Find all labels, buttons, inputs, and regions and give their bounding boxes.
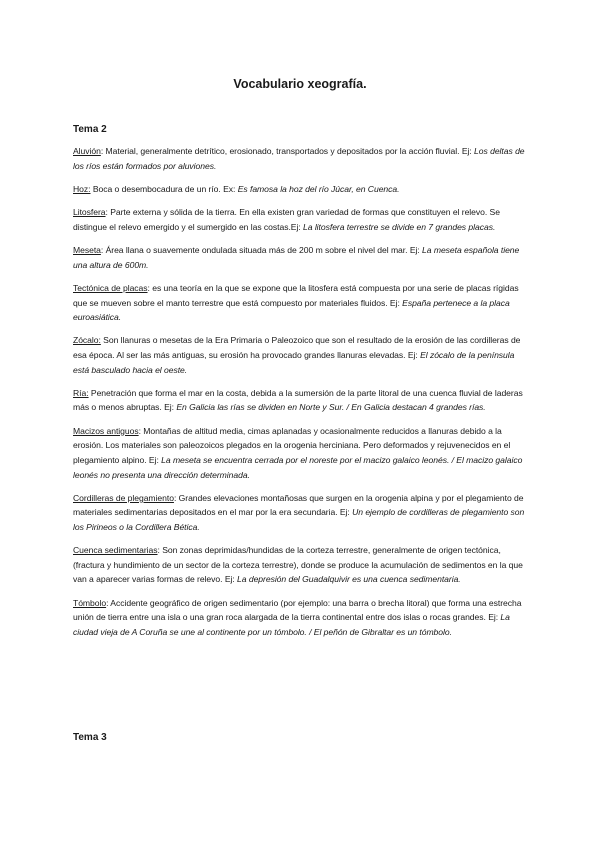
entry-term: Ría: [73,387,89,398]
entry-term: Meseta [73,245,101,256]
entry-term: Tectónica de placas [73,282,148,293]
entry-term: Cordilleras de plegamiento [73,492,174,503]
section-heading-tema-3: Tema 3 [73,732,107,743]
entry-separator: : [173,492,177,503]
entry-example: La depresión del Guadalquivir es una cuenca sedimentaria. [234,574,461,585]
entry-definition: Son zonas deprimidas/hundidas de la corteza terrestre, generalmente de origen tectónica, (fractura y hundimiento de un sector de la corteza terrestre), donde se produce la acumulación de sedimentos en la que van a aparecer varias formas de relevo. [73,545,523,585]
entry-example-label: Ej: [461,146,472,156]
page-title: Vocabulario xeografía. [233,77,367,91]
entry-separator: : [100,146,104,156]
vocabulary-entry [73,281,529,325]
entry-definition: Grandes elevaciones montañosas que surgen en la orogenia alpina y por el plegamiento de materiales sedimentarias depositados en el mar por la era secundaria. [73,492,524,518]
entry-term: Zócalo: [73,335,101,346]
entry-example: La litosfera terrestre se divide en 7 grandes placas. [300,221,496,232]
entry-example-label: Ej: [224,574,235,585]
entry-term: Litosfera [73,207,106,218]
entry-example: Un ejemplo de cordilleras de plegamiento son los Pirineos o la Cordillera Bética. [73,507,525,532]
vocabulary-entry [73,386,529,415]
entry-example-label: Ej: [407,349,418,360]
vocabulary-entry [73,491,529,535]
entry-example: Los deltas de los ríos están formados por aluviones. [73,146,525,171]
entry-definition: Área llana o suavemente ondulada situada más de 200 m sobre el nivel del mar. [103,245,410,256]
entry-term: Aluvión [73,146,101,156]
entry-example: Es famosa la hoz del río Júcar, en Cuenca. [235,183,400,194]
entry-example-label: Ej: [164,402,174,413]
entry-definition: Son llanuras o mesetas de la Era Primaria o Paleozoico que son el resultado de la erosión de las cordilleras de esa época. Al ser las más antiguas, su erosión ha provocado grandes llanuras elevadas. [73,335,521,360]
entry-example-label: Ej: [409,245,420,256]
vocabulary-entry [73,543,529,587]
entry-term: Hoz: [73,183,91,194]
entry-example: En Galicia las rías se dividen en Norte y Sur. / En Galicia destacan 4 grandes rías. [173,402,486,413]
entry-definition: Accidente geográfico de origen sedimentario (por ejemplo: una barra o brecha litoral) que forma una estrecha unión de tierra entre una isla o una gran roca alargada de la tierra continental entre dos islas o rocas grandes. [73,597,522,623]
entry-example-label: Ej: [389,297,400,308]
vocabulary-entry [73,424,529,482]
vocabulary-entry [73,144,529,173]
entry-example-label: Ex: [223,183,236,194]
entry-example: La meseta española tiene una altura de 600m. [73,245,520,270]
section-heading-tema-2: Tema 2 [73,124,107,135]
entry-example: La ciudad vieja de A Coruña se une al continente por un tómbolo. / El peñón de Gibraltar es un tómbolo. [73,612,510,637]
entry-definition: es una teoría en la que se expone que la litosfera está compuesta por una serie de placas rígidas que se mueven sobre el manto terrestre que está compuesto por materiales fluidos. [73,282,519,308]
entry-example: La meseta se encuentra cerrada por el noreste por el macizo galaico leonés. / El macizo galaico leonés no presenta una dirección determinada. [73,454,523,480]
entry-separator: : [138,425,141,436]
entry-separator: : [147,282,150,293]
vocabulary-entry [73,333,529,377]
vocabulary-entry [73,205,529,234]
entry-term: Cuenca sedimentarias [73,545,158,556]
entry-definition: Boca o desembocadura de un río. [90,183,224,194]
entry-separator: : [157,545,160,556]
entry-definition: Material, generalmente detrítico, erosionado, transportados y depositados por la acción fluvial. [103,146,462,156]
vocabulary-entry [73,243,529,272]
entry-separator: : [100,245,104,256]
entry-example-label: Ej: [339,507,350,518]
entry-definition: Penetración que forma el mar en la costa, debida a la sumersión de la parte litoral de una cuenca fluvial de laderas más o menos abruptas. [73,387,523,413]
entry-separator: : [106,597,109,608]
entry-example-label: Ej: [148,454,159,465]
vocabulary-list [73,144,529,648]
vocabulary-entry [73,182,529,197]
entry-example: España pertenece a la placa euroasiática. [73,297,510,323]
entry-example: El zócalo de la península está basculado hacia el oeste. [73,349,515,375]
entry-separator: : [105,207,108,218]
vocabulary-entry [73,596,529,640]
entry-definition: Parte externa y sólida de la tierra. En ella existen gran variedad de formas que constituyen el relevo. Se distingue el relevo emergido y el sumergido en las costas. [73,207,500,232]
entry-definition: Montañas de altitud media, cimas aplanadas y ocasionalmente reducidos a llanuras debido a la erosión. Los materiales son paleozoicos plegados en la orogenia herciniana. Pero deformados y rejuvenecidos en el plegamiento alpino. [73,425,511,465]
entry-example-label: Ej: [488,612,499,623]
entry-term: Tómbolo [73,597,107,608]
entry-term: Macizos antiguos [73,425,139,436]
entry-example-label: Ej: [290,221,301,232]
